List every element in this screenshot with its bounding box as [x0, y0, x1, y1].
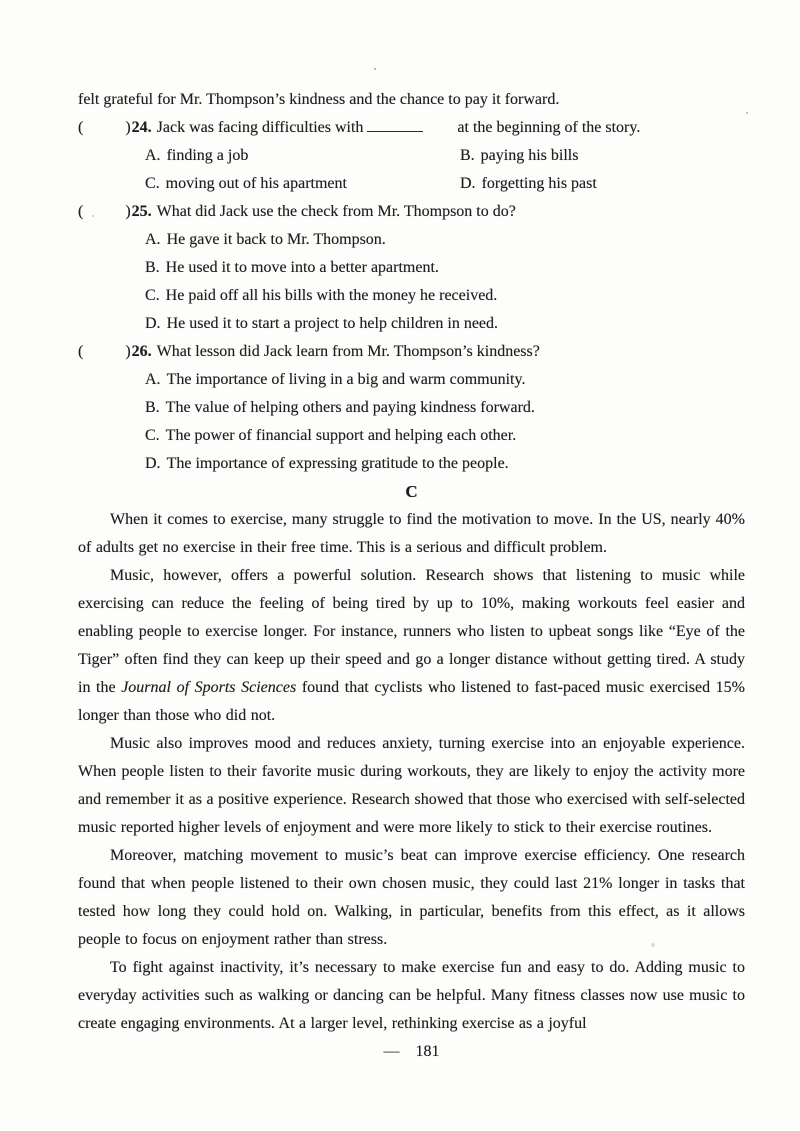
option-text: He paid off all his bills with the money he received. — [165, 287, 498, 304]
footer-dash: — — [383, 1043, 400, 1060]
question-number: 24. — [131, 119, 152, 136]
question-24-options-row-2 — [78, 170, 745, 198]
question-24-options-row-1 — [78, 142, 745, 170]
option-text: moving out of his apartment — [165, 175, 347, 192]
option-24-d — [460, 175, 597, 192]
option-text: He used it to start a project to help children in need. — [166, 315, 499, 332]
question-25-stem — [78, 198, 745, 226]
page-footer — [78, 1038, 745, 1066]
option-label: B. — [145, 399, 160, 416]
option-24-c — [145, 170, 460, 198]
option-label: B. — [460, 147, 475, 164]
option-26-c — [78, 422, 745, 450]
option-text: finding a job — [166, 147, 249, 164]
leadin-text: felt grateful for Mr. Thompson’s kindness and the chance to pay it forward. — [78, 91, 560, 108]
option-text: He gave it back to Mr. Thompson. — [166, 231, 386, 248]
question-number: 26. — [131, 343, 152, 360]
option-text: The importance of expressing gratitude to the people. — [166, 455, 509, 472]
passage-paragraph-2 — [78, 562, 745, 730]
question-24-text-after-blank: at the beginning of the story. — [457, 119, 641, 136]
question-26-stem — [78, 338, 745, 366]
option-26-b — [78, 394, 745, 422]
journal-title-italic: Journal of Sports Sciences — [121, 679, 297, 696]
option-text: The value of helping others and paying kindness forward. — [165, 399, 535, 416]
question-25-text: What did Jack use the check from Mr. Thompson to do? — [156, 203, 516, 220]
answer-bracket-close: ) — [125, 343, 131, 360]
option-25-d — [78, 310, 745, 338]
option-label: D. — [145, 315, 161, 332]
option-text: He used it to move into a better apartment. — [165, 259, 439, 276]
question-25 — [78, 198, 745, 338]
answer-bracket-close: ) — [125, 119, 131, 136]
page-number: 181 — [415, 1043, 440, 1060]
option-25-c — [78, 282, 745, 310]
question-26-text: What lesson did Jack learn from Mr. Thompson’s kindness? — [156, 343, 540, 360]
option-text: The importance of living in a big and warm community. — [166, 371, 526, 388]
answer-bracket-open: ( — [78, 343, 84, 360]
option-label: A. — [145, 147, 161, 164]
passage-paragraph-1: When it comes to exercise, many struggle to find the motivation to move. In the US, nearly 40% of adults get no exercise in their free time. This is a serious and difficult problem. — [78, 511, 745, 556]
question-24-text-before-blank: Jack was facing difficulties with — [156, 119, 364, 136]
option-26-d — [78, 450, 745, 478]
option-label: D. — [145, 455, 161, 472]
question-number: 25. — [131, 203, 152, 220]
answer-bracket-open: ( — [78, 119, 84, 136]
answer-bracket-close: ) — [125, 203, 131, 220]
option-26-a — [78, 366, 745, 394]
answer-bracket-open: ( — [78, 203, 84, 220]
option-label: B. — [145, 259, 160, 276]
option-label: A. — [145, 371, 161, 388]
option-label: C. — [145, 427, 160, 444]
question-26 — [78, 338, 745, 478]
option-24-a — [145, 142, 460, 170]
option-label: C. — [145, 175, 160, 192]
option-label: A. — [145, 231, 161, 248]
option-text: The power of financial support and helping each other. — [165, 427, 517, 444]
option-24-b — [460, 147, 578, 164]
option-25-a — [78, 226, 745, 254]
scan-speckles — [374, 68, 376, 70]
passage-paragraph-5: To fight against inactivity, it’s necessary to make exercise fun and easy to do. Adding music to everyday activities such as walking or dancing can be helpful. Many fitness classes now use music to create engaging environments. At a larger level, rethinking exercise as a joyful — [78, 959, 745, 1032]
option-text: forgetting his past — [481, 175, 597, 192]
passage-paragraph-4: Moreover, matching movement to music’s beat can improve exercise efficiency. One research found that when people listened to their own chosen music, they could last 21% longer in tasks that tested how long they could hold on. Walking, in particular, benefits from this effect, as it allows people to focus on enjoyment rather than stress. — [78, 847, 745, 948]
option-text: paying his bills — [480, 147, 579, 164]
passage-section-heading: C — [405, 482, 418, 501]
paragraph-2-text-a: Music, however, offers a powerful solution. Research shows that listening to music while exercising can reduce the feeling of being tired by up to 10%, making workouts feel easier and enabling people to exercise longer. For instance, runners who listen to upbeat songs like “Eye of the Tiger” often find they can keep up their speed and go a longer distance without getting tired. A study in the — [78, 567, 745, 696]
fill-in-blank-line — [367, 118, 423, 132]
option-label: D. — [460, 175, 476, 192]
option-label: C. — [145, 287, 160, 304]
question-24-stem — [78, 114, 745, 142]
question-24 — [78, 114, 745, 198]
passage-paragraph-3: Music also improves mood and reduces anxiety, turning exercise into an enjoyable experience. When people listen to their favorite music during workouts, they are likely to enjoy the activity more and remember it as a positive experience. Research showed that those who exercised with self-selected music reported higher levels of enjoyment and were more likely to stick to their exercise routines. — [78, 735, 745, 836]
option-25-b — [78, 254, 745, 282]
paragraph-2-text-b: found that cyclists who listened to fast-paced music exercised 15% longer than those who did not. — [78, 679, 746, 724]
